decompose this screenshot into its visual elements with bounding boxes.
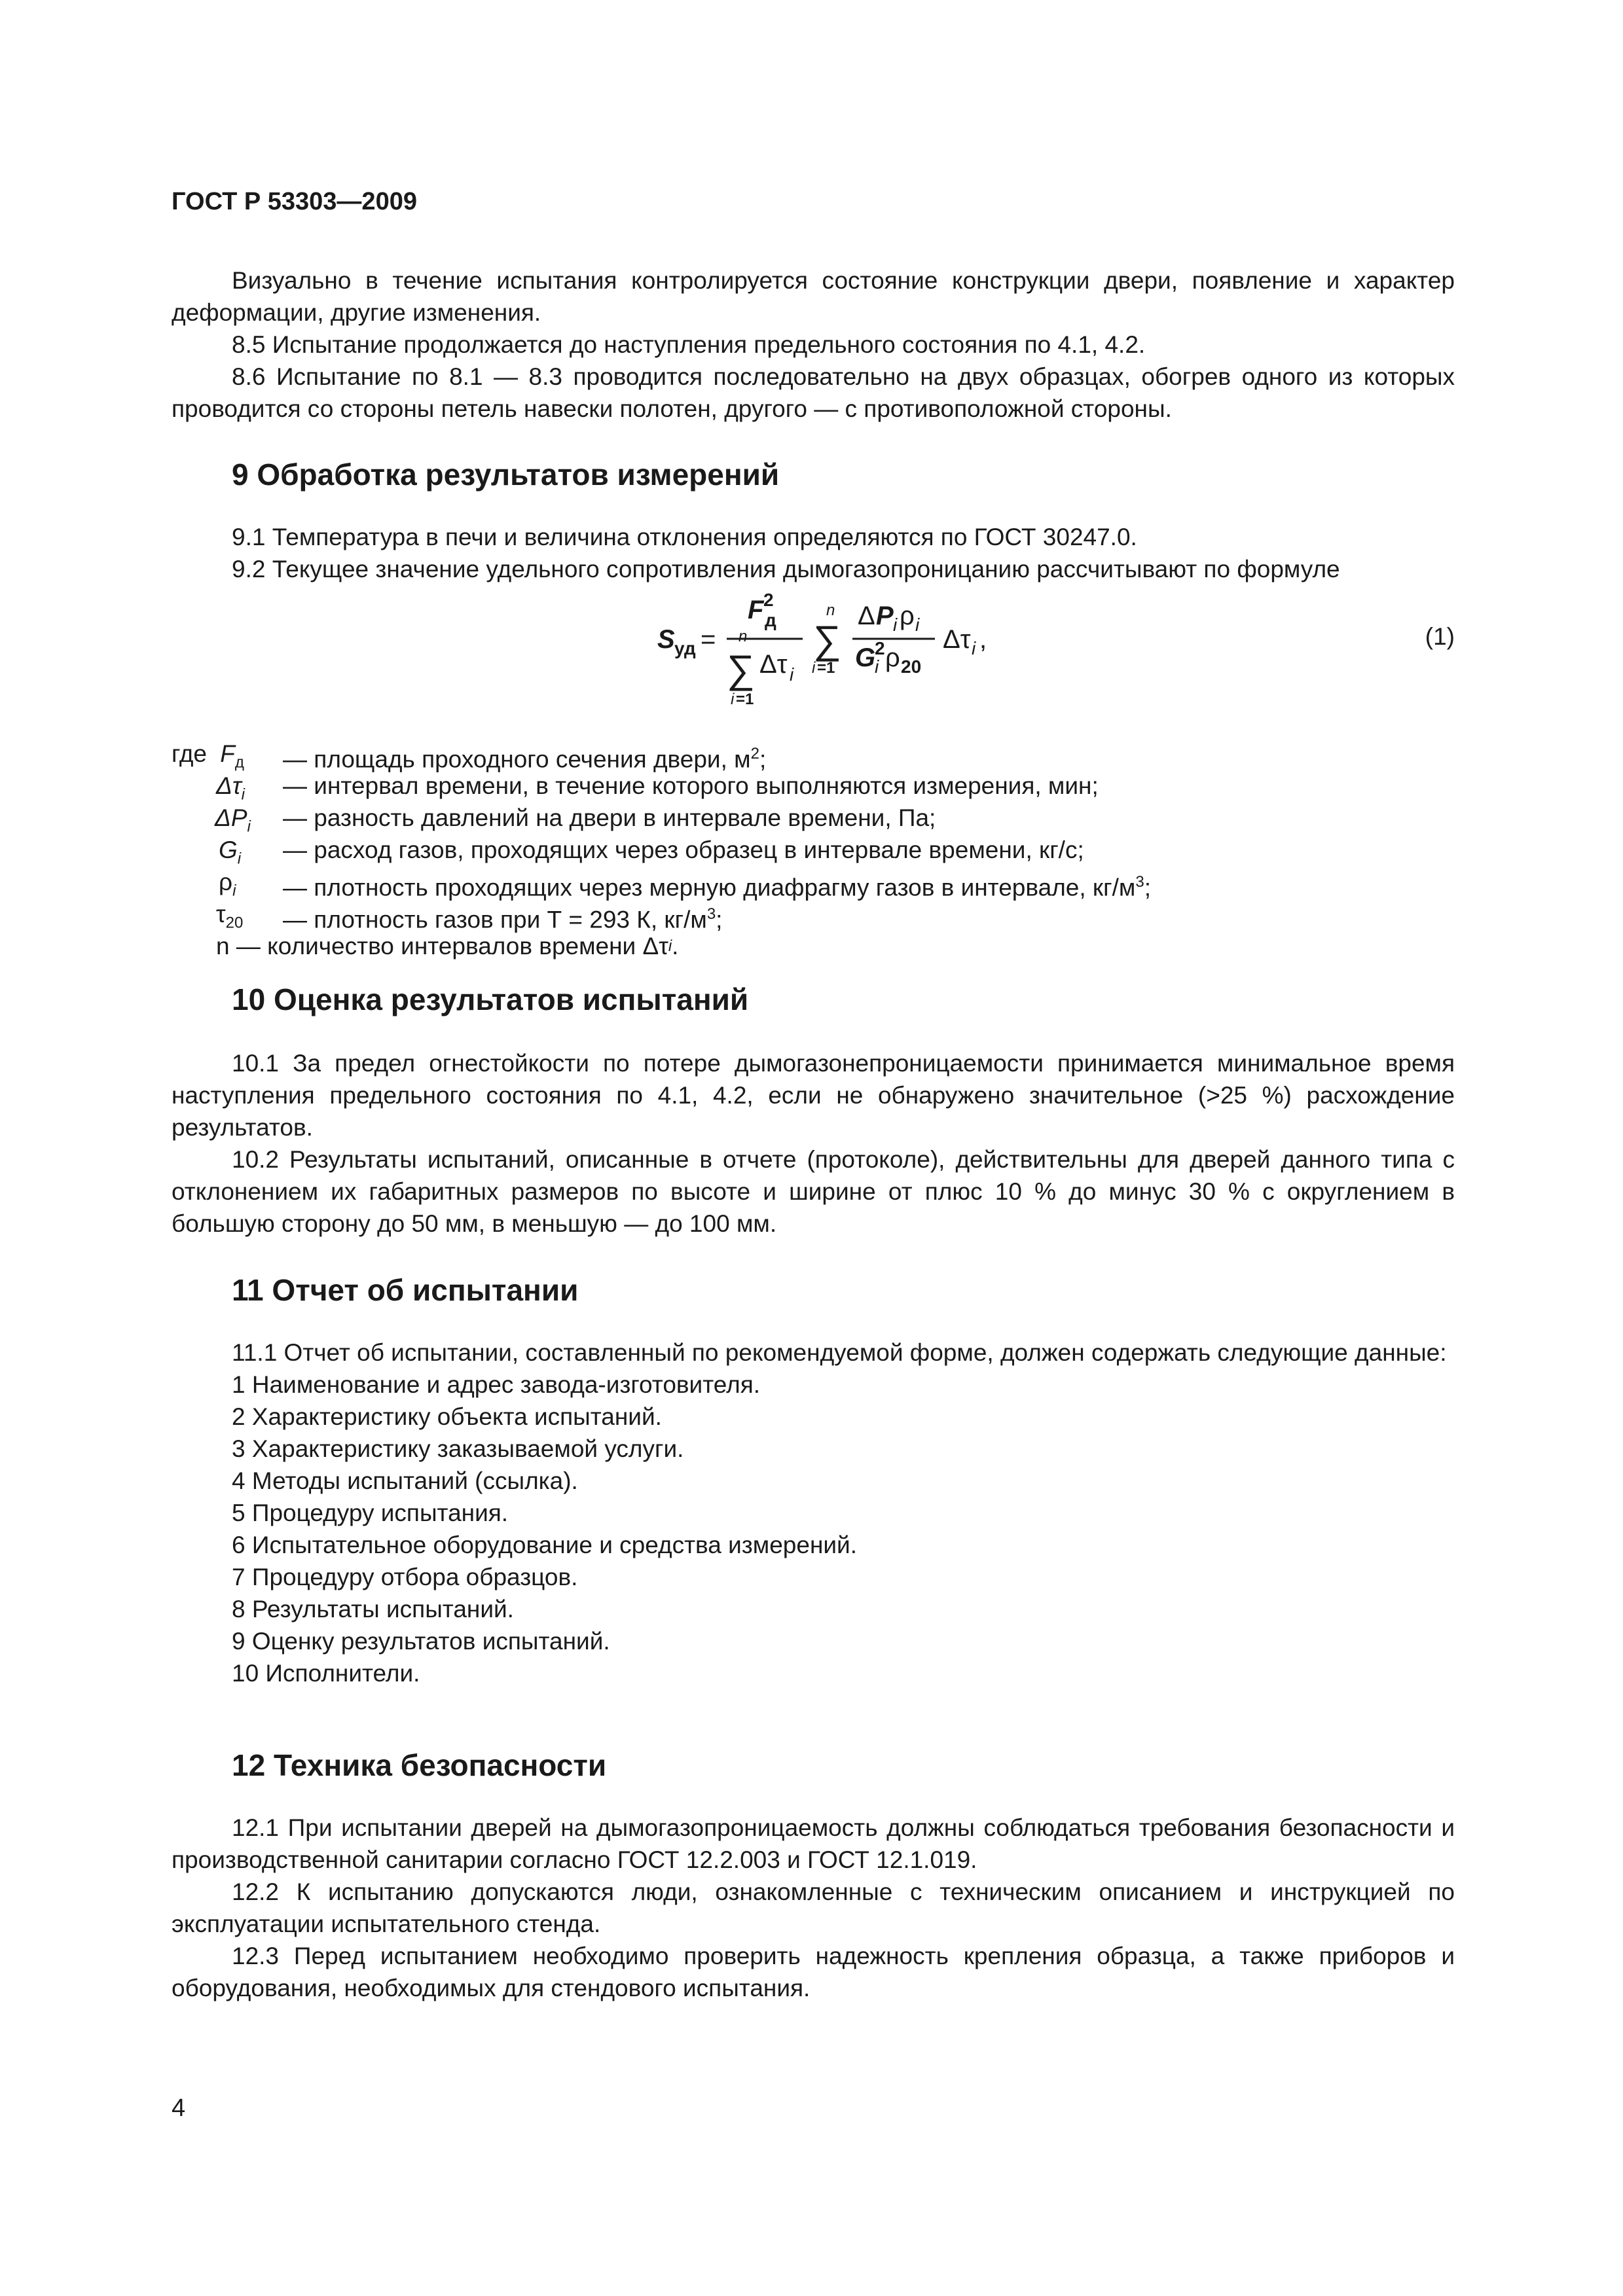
list-item: 3 Характеристику заказываемой услуги.	[232, 1435, 684, 1462]
where-label: где	[172, 740, 208, 767]
equation-number: (1)	[1425, 623, 1455, 650]
def-text: — интервал времени, в течение которого выполняются измерения, мин;	[283, 772, 1099, 799]
svg-text:i: i	[731, 691, 735, 708]
definition-row	[172, 834, 1151, 866]
section-12-body	[172, 1812, 1455, 2004]
svg-text:уд: уд	[674, 638, 696, 658]
list-item: 5 Процедуру испытания.	[232, 1499, 509, 1526]
section-9-body	[172, 521, 1455, 585]
section-11-body	[172, 1336, 1455, 1689]
svg-text:д: д	[765, 610, 776, 630]
paragraph: 11.1 Отчет об испытании, составленный по рекомендуемой форме, должен содержать следующие данные:	[232, 1339, 1447, 1366]
svg-text:n: n	[826, 601, 835, 619]
def-symbol: F	[220, 740, 235, 767]
n-definition: n — количество интервалов времени Δτ	[216, 933, 668, 960]
list-item: 9 Оценку результатов испытаний.	[232, 1628, 610, 1655]
svg-text:2: 2	[763, 590, 774, 610]
def-symbol: τ	[216, 901, 226, 927]
def-subscript: 20	[225, 914, 244, 932]
svg-text:Δτ: Δτ	[943, 625, 971, 654]
list-item: 7 Процедуру отбора образцов.	[232, 1564, 578, 1590]
definition-row	[172, 802, 1151, 834]
paragraph: 12.2 К испытанию допускаются люди, ознакомленные с техническим описанием и инструкцией по эксплуатации испытательного стенда.	[172, 1878, 1455, 1937]
svg-text:i: i	[915, 615, 920, 635]
paragraph: 8.6 Испытание по 8.1 — 8.3 проводится последовательно на двух образцах, обогрев одного из которых проводится со стороны петель навески полотен, другого — с противоположной стороны.	[172, 363, 1455, 422]
list-item: 6 Испытательное оборудование и средства измерений.	[232, 1532, 857, 1558]
section-12-title: 12 Техника безопасности	[232, 1748, 607, 1782]
definition-row	[172, 930, 1151, 962]
def-text-sup: 2	[750, 745, 759, 762]
def-symbol: ρ	[219, 869, 233, 895]
def-text: — расход газов, проходящих через образец в интервале времени, кг/с;	[283, 836, 1084, 863]
list-item: 1 Наименование и адрес завода-изготовителя.	[232, 1371, 761, 1398]
symbol-definitions	[172, 738, 1151, 962]
svg-text:Δ: Δ	[858, 601, 875, 630]
page-number: 4	[172, 2094, 186, 2122]
svg-text:,: ,	[979, 625, 987, 654]
svg-text:=1: =1	[817, 659, 835, 677]
paragraph: 12.3 Перед испытанием необходимо проверить надежность крепления образца, а также приборов и оборудования, необходимых для стендового испытания.	[172, 1943, 1455, 2001]
def-subscript: i	[237, 850, 242, 868]
svg-text:P: P	[876, 601, 894, 630]
definition-row	[172, 898, 1151, 933]
document-header: ГОСТ Р 53303—2009	[172, 188, 417, 215]
svg-text:F: F	[748, 596, 764, 624]
section-9-title: 9 Обработка результатов измерений	[232, 457, 780, 492]
section-11-title: 11 Отчет об испытании	[232, 1273, 579, 1307]
list-item: 10 Исполнители.	[232, 1660, 420, 1687]
svg-text:Δτ: Δτ	[759, 650, 788, 679]
report-items-list	[172, 1369, 1455, 1689]
def-text-end: ;	[716, 906, 723, 933]
paragraph: 9.1 Температура в печи и величина отклонения определяются по ГОСТ 30247.0.	[232, 524, 1137, 550]
def-symbol: ΔP	[215, 804, 247, 831]
svg-text:n: n	[739, 628, 748, 645]
svg-text:∑: ∑	[813, 618, 841, 662]
def-text: — разность давлений на двери в интервале времени, Па;	[283, 804, 936, 831]
def-text-sup: 3	[1135, 873, 1144, 891]
svg-text:i: i	[790, 664, 794, 685]
def-subscript: i	[247, 817, 251, 836]
def-text: — плотность проходящих через мерную диафрагму газов в интервале, кг/м	[283, 874, 1136, 901]
svg-text:i: i	[972, 638, 976, 658]
paragraph: 10.1 За предел огнестойкости по потере дымогазонепроницаемости принимается минимальное время наступления предельного состояния по 4.1, 4.2, если не обнаружено значительное (>25 %) расхождение результатов.	[172, 1050, 1455, 1141]
paragraph: 12.1 При испытании дверей на дымогазопроницаемость должны соблюдаться требования безопасности и производственной санитарии согласно ГОСТ 12.2.003 и ГОСТ 12.1.019.	[172, 1814, 1455, 1873]
definition-row	[172, 866, 1151, 901]
paragraph: 10.2 Результаты испытаний, описанные в отчете (протоколе), действительны для дверей данного типа с отклонением их габаритных размеров по высоте и ширине от плюс 10 % до минус 30 % с округлением в большую сторону до 50 мм, в меньшую — до 100 мм.	[172, 1146, 1455, 1237]
svg-text:i: i	[875, 656, 879, 677]
def-subscript: д	[234, 753, 244, 772]
paragraph: 9.2 Текущее значение удельного сопротивления дымогазопроницанию рассчитывают по формуле	[232, 556, 1340, 583]
formula-block	[172, 589, 1455, 720]
svg-text:=1: =1	[736, 691, 754, 708]
list-item: 2 Характеристику объекта испытаний.	[232, 1403, 662, 1430]
paragraph: Визуально в течение испытания контролируется состояние конструкции двери, появление и характер деформации, другие изменения.	[172, 267, 1455, 326]
def-text: — плотность газов при Т = 293 К, кг/м	[283, 906, 707, 933]
def-symbol: G	[219, 836, 238, 863]
svg-text:i: i	[893, 615, 898, 635]
list-item: 4 Методы испытаний (ссылка).	[232, 1467, 578, 1494]
def-subscript: i	[241, 785, 246, 804]
formula-1	[172, 589, 1455, 720]
section-10-body	[172, 1047, 1455, 1240]
paragraph: 8.5 Испытание продолжается до наступления предельного состояния по 4.1, 4.2.	[232, 331, 1146, 358]
def-text-sup: 3	[706, 905, 716, 923]
def-subscript: i	[232, 882, 236, 900]
svg-text:ρ: ρ	[900, 601, 915, 630]
svg-text:20: 20	[901, 656, 922, 677]
def-text: — площадь проходного сечения двери, м	[283, 745, 751, 773]
intro-block	[172, 264, 1455, 425]
n-def-subscript: i	[668, 937, 672, 955]
list-item: 8 Результаты испытаний.	[232, 1596, 514, 1623]
definition-row	[172, 738, 1151, 773]
svg-text:i: i	[812, 659, 816, 677]
def-text-end: ;	[759, 745, 767, 773]
section-10-title: 10 Оценка результатов испытаний	[232, 982, 749, 1016]
svg-text:∑: ∑	[727, 647, 755, 691]
n-def-end: .	[672, 933, 679, 960]
def-symbol: Δτ	[216, 772, 242, 799]
svg-text:2: 2	[875, 638, 885, 658]
svg-text:=: =	[701, 625, 716, 654]
svg-text:ρ: ρ	[885, 643, 900, 672]
svg-text:S: S	[657, 625, 675, 654]
definition-row	[172, 770, 1151, 802]
def-text-end: ;	[1144, 874, 1151, 901]
svg-text:G: G	[855, 643, 876, 672]
